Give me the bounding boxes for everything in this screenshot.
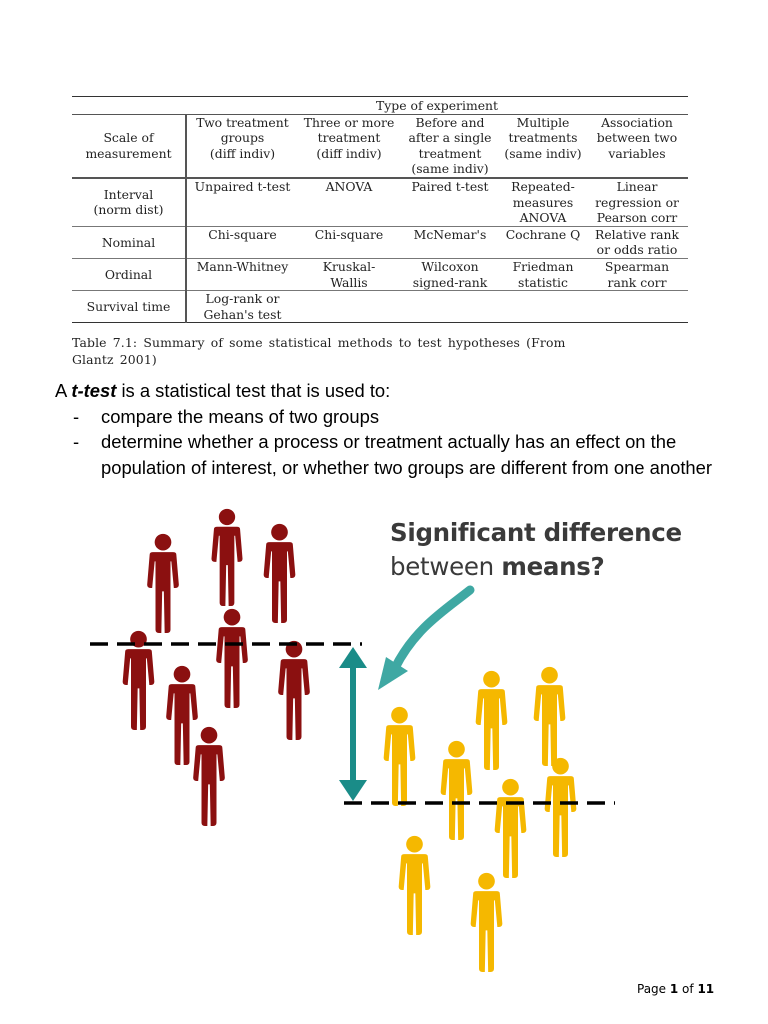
list-item bbox=[55, 404, 735, 430]
table-cell bbox=[186, 291, 298, 323]
table-header-row bbox=[72, 114, 688, 178]
row-label bbox=[72, 226, 186, 258]
table-cell bbox=[298, 291, 400, 323]
cell-line: McNemar's bbox=[413, 226, 487, 242]
person-icon bbox=[211, 509, 242, 606]
cell-line: or odds ratio bbox=[596, 242, 678, 258]
row-label bbox=[72, 258, 186, 290]
pointer-arrow bbox=[378, 590, 470, 690]
person-icon bbox=[471, 873, 503, 972]
t-test-term: t-test bbox=[71, 380, 117, 401]
cell-line: Gehan's test bbox=[203, 306, 282, 322]
table-cell bbox=[500, 258, 586, 290]
header-line: Three or more bbox=[303, 114, 395, 130]
column-header bbox=[500, 114, 586, 178]
cell-line: Linear bbox=[616, 178, 658, 194]
header-line: Association bbox=[601, 114, 673, 130]
table-cell bbox=[186, 258, 298, 290]
table-cell bbox=[500, 226, 586, 258]
figure-headline bbox=[390, 516, 682, 584]
person-icon bbox=[147, 534, 179, 633]
methods-table bbox=[72, 96, 688, 323]
table-cell bbox=[400, 258, 500, 290]
row-label-line: (norm dist) bbox=[93, 202, 164, 218]
cell-line: Chi-square bbox=[314, 226, 384, 242]
table-cell bbox=[586, 291, 688, 323]
person-icon bbox=[495, 779, 527, 878]
table-cell bbox=[298, 178, 400, 226]
cell-line: Mann-Whitney bbox=[196, 258, 289, 274]
person-icon bbox=[441, 741, 473, 840]
column-header bbox=[586, 114, 688, 178]
person-icon bbox=[534, 667, 566, 766]
header-line: variables bbox=[608, 145, 666, 161]
cell-line: Wallis bbox=[330, 274, 368, 290]
table-corner bbox=[72, 97, 186, 115]
header-line: (diff indiv) bbox=[209, 145, 276, 161]
cell-line: Log-rank or bbox=[205, 291, 280, 307]
list-item bbox=[55, 429, 735, 480]
table-cell bbox=[298, 258, 400, 290]
row-label bbox=[72, 291, 186, 323]
person-icon bbox=[193, 727, 225, 826]
bullet-dash: - bbox=[73, 405, 80, 427]
row-label-line: Interval bbox=[103, 186, 154, 202]
cell-line: Unpaired t-test bbox=[194, 178, 291, 194]
table-cell bbox=[298, 226, 400, 258]
cell-line: Cochrane Q bbox=[505, 226, 581, 242]
column-header-scale bbox=[72, 114, 186, 178]
row-label-line: Nominal bbox=[101, 234, 156, 250]
cell-line: Repeated- bbox=[511, 178, 575, 194]
cell-line: measures bbox=[512, 194, 574, 210]
header-line: between two bbox=[596, 130, 678, 146]
header-line: (diff indiv) bbox=[316, 145, 382, 161]
person-icon bbox=[384, 707, 416, 806]
row-label-line: Ordinal bbox=[104, 266, 153, 282]
table-cell bbox=[186, 178, 298, 226]
group-b-people bbox=[384, 667, 577, 972]
cell-line: regression or bbox=[595, 194, 679, 210]
row-label bbox=[72, 178, 186, 226]
group-a-people bbox=[123, 509, 310, 826]
bullet-text: determine whether a process or treatment actually has an effect on the population of interest, or whether two groups are different from one another bbox=[101, 431, 713, 478]
caption-line-2: Glantz 2001) bbox=[72, 352, 157, 367]
page-of: of bbox=[678, 982, 698, 996]
header-line: Before and bbox=[415, 114, 485, 130]
header-line: treatment bbox=[317, 130, 381, 146]
table-row bbox=[72, 226, 688, 258]
cell-line: Chi-square bbox=[208, 226, 277, 242]
cell-line: Paired t-test bbox=[411, 178, 489, 194]
caption-line-1: Table 7.1: Summary of some statistical methods to test hypotheses (From bbox=[72, 335, 566, 350]
table-cell bbox=[586, 226, 688, 258]
header-line: Two treatment bbox=[196, 114, 289, 130]
cell-line: ANOVA bbox=[519, 210, 567, 226]
page-number bbox=[637, 982, 714, 996]
headline-line-2 bbox=[390, 550, 682, 584]
table-cell bbox=[586, 258, 688, 290]
person-icon bbox=[264, 524, 296, 623]
column-header bbox=[400, 114, 500, 178]
header-line: Scale of bbox=[103, 130, 154, 146]
header-line: Multiple bbox=[516, 114, 570, 130]
body-text bbox=[55, 378, 735, 480]
headline-prefix: between bbox=[390, 552, 502, 581]
cell-line: signed-rank bbox=[412, 274, 488, 290]
header-line: (same indiv) bbox=[411, 161, 489, 177]
row-label-line: Survival time bbox=[86, 298, 171, 314]
headline-line-1: Significant difference bbox=[390, 518, 682, 547]
table-row bbox=[72, 258, 688, 290]
person-icon bbox=[545, 758, 577, 857]
header-line: after a single bbox=[408, 130, 492, 146]
table-cell bbox=[186, 226, 298, 258]
header-line: measurement bbox=[85, 145, 172, 161]
cell-line: Relative rank bbox=[594, 226, 680, 242]
person-icon bbox=[166, 666, 198, 765]
table-row bbox=[72, 178, 688, 226]
cell-line: ANOVA bbox=[325, 178, 373, 194]
intro-suffix: is a statistical test that is used to: bbox=[116, 380, 391, 401]
header-line: (same indiv) bbox=[504, 145, 582, 161]
table-cell bbox=[500, 291, 586, 323]
table-cell bbox=[500, 178, 586, 226]
cell-line: Kruskal- bbox=[322, 258, 376, 274]
cell-line: Wilcoxon bbox=[421, 258, 479, 274]
header-line: treatments bbox=[508, 130, 578, 146]
table-group-header: Type of experiment bbox=[186, 97, 688, 115]
table-cell bbox=[400, 291, 500, 323]
page-total: 11 bbox=[697, 982, 715, 996]
headline-bold: means? bbox=[501, 552, 605, 581]
page-label: Page bbox=[637, 982, 670, 996]
intro-paragraph bbox=[55, 378, 735, 404]
cell-line: Pearson corr bbox=[596, 210, 678, 226]
cell-line: rank corr bbox=[607, 274, 667, 290]
difference-arrow bbox=[339, 647, 367, 801]
page-current: 1 bbox=[669, 982, 679, 996]
bullet-dash: - bbox=[73, 431, 80, 452]
column-header bbox=[298, 114, 400, 178]
column-header bbox=[186, 114, 298, 178]
bullet-text: compare the means of two groups bbox=[101, 405, 380, 427]
person-icon bbox=[476, 671, 508, 770]
cell-line: statistic bbox=[518, 274, 568, 290]
person-icon bbox=[399, 836, 431, 935]
table-cell bbox=[400, 178, 500, 226]
intro-prefix: A bbox=[55, 380, 72, 401]
bullet-list bbox=[55, 404, 735, 481]
person-icon bbox=[278, 641, 310, 740]
person-icon bbox=[216, 609, 248, 708]
cell-line: Spearman bbox=[604, 258, 670, 274]
cell-line: Friedman bbox=[512, 258, 574, 274]
methods-table-container bbox=[72, 96, 688, 323]
table-caption bbox=[72, 334, 572, 368]
table-cell bbox=[400, 226, 500, 258]
header-line: treatment bbox=[418, 145, 482, 161]
table-cell bbox=[586, 178, 688, 226]
table-row bbox=[72, 291, 688, 323]
header-line: groups bbox=[220, 130, 265, 146]
